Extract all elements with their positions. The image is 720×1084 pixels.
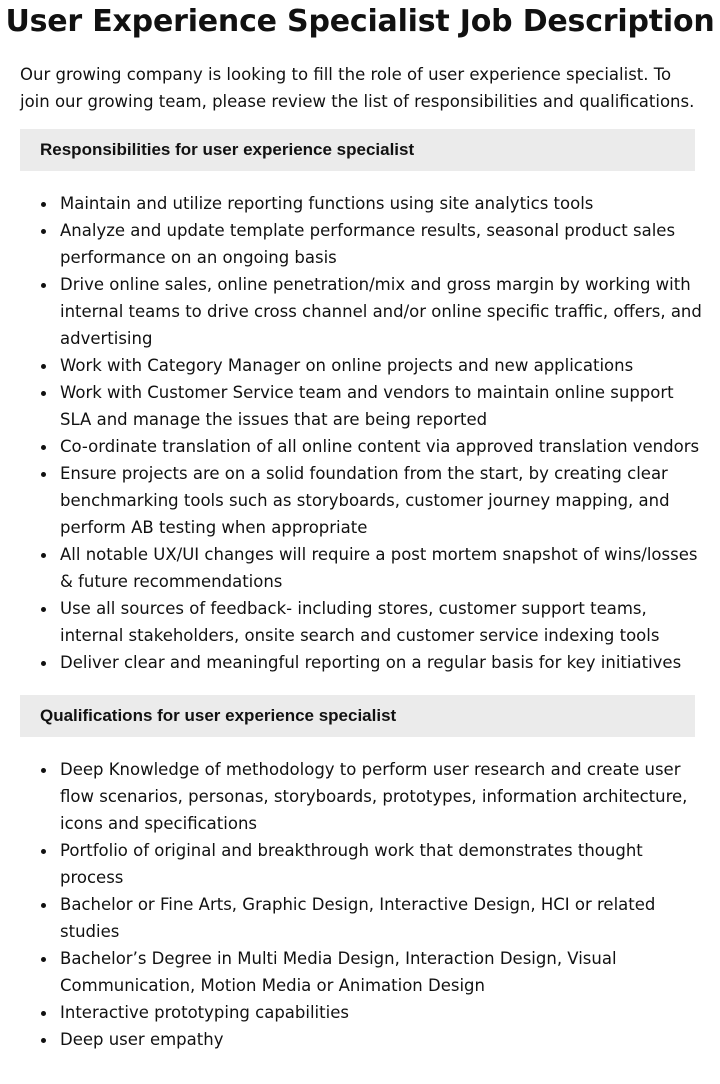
responsibilities-heading: Responsibilities for user experience specialist — [20, 129, 695, 171]
list-item: Ensure projects are on a solid foundation from the start, by creating clear benchmarking tools such as storyboards, customer journey mapping, and perform AB testing when appropriate — [20, 460, 710, 541]
list-item: Work with Category Manager on online projects and new applications — [20, 352, 710, 379]
list-item: Co-ordinate translation of all online content via approved translation vendors — [20, 433, 710, 460]
intro-paragraph: Our growing company is looking to fill the role of user experience specialist. To join our growing team, please review the list of responsibilities and qualifications. — [20, 65, 695, 111]
qualifications-heading: Qualifications for user experience specialist — [20, 695, 695, 737]
list-item: Drive online sales, online penetration/mix and gross margin by working with internal teams to drive cross channel and/or online specific traffic, offers, and advertising — [20, 271, 710, 352]
list-item: Deep Knowledge of methodology to perform user research and create user flow scenarios, personas, storyboards, prototypes, information architecture, icons and specifications — [20, 756, 710, 837]
list-item: Use all sources of feedback- including stores, customer support teams, internal stakeholders, onsite search and customer service indexing tools — [20, 595, 710, 649]
list-item: Portfolio of original and breakthrough work that demonstrates thought process — [20, 837, 710, 891]
list-item: Deliver clear and meaningful reporting on a regular basis for key initiatives — [20, 649, 710, 676]
list-item: Analyze and update template performance results, seasonal product sales performance on an ongoing basis — [20, 217, 710, 271]
list-item: Bachelor’s Degree in Multi Media Design, Interaction Design, Visual Communication, Motion Media or Animation Design — [20, 945, 710, 999]
list-item: Interactive prototyping capabilities — [20, 999, 710, 1026]
list-item: Bachelor or Fine Arts, Graphic Design, Interactive Design, HCI or related studies — [20, 891, 710, 945]
list-item: All notable UX/UI changes will require a post mortem snapshot of wins/losses & future recommendations — [20, 541, 710, 595]
responsibilities-list — [20, 190, 710, 676]
list-item: Deep user empathy — [20, 1026, 710, 1053]
qualifications-list — [20, 756, 710, 1053]
list-item: Maintain and utilize reporting functions using site analytics tools — [20, 190, 710, 217]
page-title: User Experience Specialist Job Description — [5, 4, 715, 39]
list-item: Work with Customer Service team and vendors to maintain online support SLA and manage the issues that are being reported — [20, 379, 710, 433]
